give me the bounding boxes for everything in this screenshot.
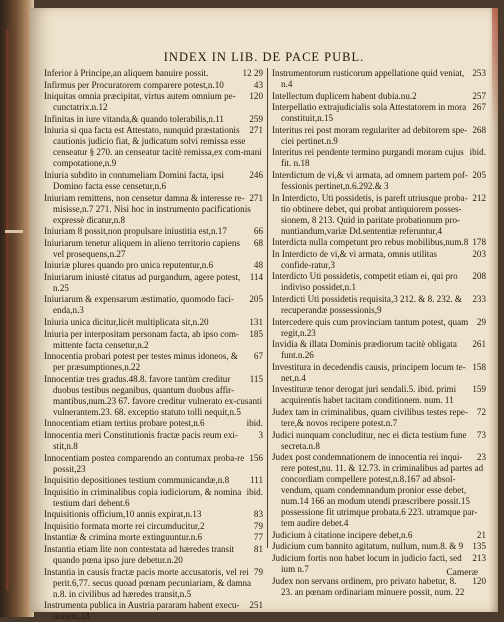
index-entry	[44, 80, 263, 91]
index-entry	[44, 260, 263, 271]
page-reference: 178	[472, 237, 486, 248]
index-entry	[272, 193, 486, 237]
page-reference: 21	[476, 529, 486, 540]
index-entry	[44, 600, 263, 622]
page-reference: 73	[476, 429, 486, 440]
entry-text: Investituræ tenor derogat juri sendali.5. ibid. primi acquirentis habet tacitam conditionem. num. 11	[272, 384, 457, 406]
entry-text: Instrumenta publica in Austria pararam habent execu-tionem,18	[44, 600, 240, 622]
catchword: Cameræ	[446, 568, 478, 578]
index-entry	[272, 530, 486, 541]
page-reference: 233	[472, 293, 486, 304]
entry-text: Judex tam in criminalibus, quam civilibus testes repe-tere,& novos recipere potest.n.7	[272, 406, 468, 428]
entry-text: Iniuriam 8 possit,non propulsare iniustitia est,n.17	[44, 226, 227, 237]
page-reference: 67	[253, 351, 263, 362]
index-entry	[44, 509, 263, 520]
entry-text: Inquisitio formata morte rei circumducitur,2	[44, 520, 205, 531]
entry-text: Inquisitionis officium,10 annis expirat,n.13	[44, 509, 202, 520]
entry-text: Judex post condemnationem de innocentia rei inqui-rere potest,nu. 11. & 12.73. in criminalibus ad partes ad concordiam compellere potest,n.8.167 ad absol-vendum, quam condemnandum pronior esse debet, num.14 166 an modum utendi præscribere possit.15 possessione fit utrimque probata.6 223. utramque par-tem audire debet.4	[272, 452, 484, 529]
entry-text: Iniuria si qua facta est Attestato, nunquid præstationis cautionis judicio fiat, & judicatum solvi remissa esse censeatur § 270. an censeatur tacitè remissa,ex com-mani compotatione,n.9	[44, 125, 262, 169]
entry-text: Innocentiam etiam tertius probare potest,n.6	[44, 418, 205, 429]
entry-text: Interitus rei post moram regulariter ad debitorem spe-ciei pertinet.n.9	[272, 124, 468, 146]
page-reference: 72	[476, 406, 486, 417]
red-page-edge	[492, 8, 498, 128]
index-entry	[44, 521, 263, 532]
index-entry	[44, 294, 263, 316]
index-entry	[272, 170, 486, 192]
index-entry	[44, 453, 263, 475]
entry-text: Iniuriam remittens, non censetur damna & interesse re-misisse,n.7 271. Nisi hoc in instrumento pacificationis expressè dicatur,n.8	[44, 192, 251, 225]
entry-text: Iniuriarum tenetur aliquem in alieno territorio capiens vel prosequens,n.27	[44, 237, 240, 259]
entry-text: Iniuriæ plures quando pro unica reputentur,n.6	[44, 260, 214, 271]
entry-text: Intercedere quis cum provinciam tantum potest, quam regit,n.23	[272, 316, 469, 338]
index-entry	[272, 102, 486, 124]
page-reference: 268	[472, 124, 486, 135]
index-entry	[272, 237, 486, 248]
entry-text: Innocentia probari potest per testes minus idoneos, & per præsumptiones,n.22	[44, 351, 238, 373]
index-entry	[44, 114, 263, 125]
index-entry	[44, 374, 263, 418]
entry-text: Judicium fortis non habet locum in judicio facti, sed ium n.7	[272, 553, 462, 575]
index-entry	[44, 68, 263, 79]
index-entry	[272, 541, 486, 552]
page-reference: 120	[472, 575, 486, 586]
index-entry	[272, 91, 486, 102]
entry-text: Instantiæ & crimina morte extinguuntur.n.6	[44, 532, 203, 543]
page-reference: 12 29	[242, 68, 263, 78]
index-entry	[272, 317, 486, 339]
page-reference: 115	[249, 373, 263, 384]
entry-text: Inquisitio depositiones testium communicandæ,n.8	[44, 475, 230, 486]
page-reference: 114	[249, 271, 263, 282]
page-reference: 23	[476, 452, 486, 463]
page-reference: 120	[249, 91, 263, 102]
entry-text: Instrumentorum rusticorum appellatione quid veniat, n.4	[272, 68, 465, 90]
entry-text: Judici nunquam concluditur, nec ei dicta testium fune secreta.n.8	[272, 429, 467, 451]
page-reference: 185	[249, 328, 263, 339]
index-entry	[44, 544, 263, 566]
index-entry	[44, 430, 263, 452]
index-entry	[272, 452, 486, 529]
entry-text: Innocentiæ tres gradus.48.8. favore tantùm creditur duobus testibus neganibus, quantum duobus affir-mantibus,num.23 67. favore creditur vulnerato ex-cusanti vulnerantem.23. 68. exceptio statuto tolli nequit,n.5	[44, 373, 263, 417]
page-reference: 156	[249, 452, 263, 463]
entry-text: Intellectum duplicem habent dubia.nu.2	[272, 90, 417, 101]
entry-text: In Interdicto, Uti possidetis, is pareft utriusque proba-tio obtinere debet, qui probat antiquiorem posses-sionem, 8 213. Quid in paritate probationum pro-nuntiandum,variæ Dd.sententiæ referuntur,4	[272, 192, 468, 236]
index-entry	[272, 430, 486, 452]
page-reference: 48	[253, 260, 263, 271]
entry-text: Interdicti Uti possidetis requisita,3 212. & 8. 232. & recuperandæ possessionis,9	[272, 293, 462, 315]
index-entry	[272, 339, 486, 361]
index-column-right	[272, 68, 486, 598]
index-entry	[44, 418, 263, 429]
index-entry	[44, 329, 263, 351]
page-reference: 251	[249, 600, 263, 611]
index-entry	[272, 407, 486, 429]
index-entry	[272, 294, 486, 316]
page-reference: 43	[253, 79, 263, 90]
index-entry	[44, 475, 263, 486]
page-reference: 267	[472, 102, 486, 113]
page-reference: 79	[253, 520, 263, 531]
index-entry	[44, 125, 263, 169]
index-entry	[272, 362, 486, 384]
entry-text: Interpellatio extrajudicialis sola Attestatorem in mora constituit,n.15	[272, 102, 467, 124]
running-header: INDEX IN LIB. DE PACE PUBL.	[163, 50, 365, 64]
page-reference: 205	[472, 169, 486, 180]
page-reference: 135	[472, 541, 486, 552]
page-reference: 271	[249, 125, 263, 136]
index-entry	[44, 272, 263, 294]
page-reference: 259	[249, 113, 263, 124]
entry-text: Judicium cum bannito agitatum, nullum, num.8. & 9	[272, 541, 464, 552]
page-reference: 3	[258, 430, 263, 440]
page-reference: 208	[472, 271, 486, 282]
entry-text: Iniuria subdito in contumeliam Domini facta, ipsi Domino facta esse censetur,n.6	[44, 169, 225, 191]
entry-text: Iniuriarum iniustè citatus ad purgandum, agere potest, n.25	[44, 271, 241, 293]
entry-text: Invidia & illata Dominis prædiorum tacitè obligata funt.n.26	[272, 339, 457, 361]
entry-text: Iniuria unica dicitur,licèt multiplicata sit,n.20	[44, 317, 209, 328]
page-reference: 159	[472, 384, 486, 395]
entry-text: Interitus rei pendente termino purgandi moram cujus fit. n.18	[272, 147, 464, 169]
page-reference: ibid.	[469, 147, 486, 158]
entry-text: Interdictum de vi,& vi armata, ad omnem partem pof-fessionis pertinet,n.6.292.& 3	[272, 169, 468, 191]
index-entry	[44, 193, 263, 226]
entry-text: Inquisitio in criminalibus copia iudiciorum, & nomina testium dari debent.6	[44, 486, 242, 508]
page-reference: 131	[249, 317, 263, 328]
index-entry	[272, 576, 486, 598]
entry-text: Judicium à citatione incipere debet,n.6	[272, 529, 413, 540]
page-reference: 79	[253, 566, 263, 577]
page-reference: 213	[472, 553, 486, 564]
entry-text: Infirmus per Procuratorem comparere potest,n.10	[44, 79, 224, 90]
index-entry	[44, 317, 263, 328]
book-binding-edge	[0, 0, 34, 617]
page-reference: 111	[250, 475, 263, 486]
book-page	[30, 8, 498, 622]
entry-text: In Interdicto de vi,& vi armata, omnis utilitas confide-ratur,3	[272, 248, 437, 270]
index-entry	[44, 567, 263, 600]
page-reference: ibid.	[246, 418, 263, 429]
binding-ridge	[6, 30, 9, 590]
page-reference: 203	[472, 248, 486, 259]
entry-text: Instantia in causis fractæ pacis morte accusatoris, vel rei perit.6,77. secus quoad pœnam pecuniariam, & damna n.8. in civilibus ad hæredes transit,n.5	[44, 566, 251, 599]
page-reference: 271	[249, 192, 263, 203]
page-reference: 246	[249, 169, 263, 180]
page-reference: 158	[472, 361, 486, 372]
index-entry	[44, 487, 263, 509]
entry-text: Judex non servans ordinem, pro privato habetur, 8. 23. an pœnam ordinariam minuere possit, num. 22	[272, 575, 465, 597]
index-entry	[44, 170, 263, 192]
index-entry	[44, 351, 263, 373]
index-entry	[272, 249, 486, 271]
page-reference: 257	[472, 90, 486, 101]
entry-text: Investitura in decedendis causis, principem locum te-net,n.4	[272, 361, 466, 383]
page-reference: 83	[253, 509, 263, 520]
index-entry	[272, 147, 486, 169]
binding-clasp	[5, 230, 23, 233]
index-entry	[44, 226, 263, 237]
page-reference: 77	[253, 532, 263, 543]
entry-text: Inferior à Principe,an aliquem banuire possit.	[44, 68, 209, 78]
index-entry	[272, 68, 486, 90]
entry-text: Iniquitas omnia præcipitat, virtus autem omnium pe-cunctatrix.n.12	[44, 91, 236, 113]
page-reference: 261	[472, 339, 486, 350]
index-entry	[44, 91, 263, 113]
page-reference: 212	[472, 192, 486, 203]
entry-text: Iniuriarum & expensarum æstimatio, quomodo faci-enda,n.3	[44, 294, 234, 316]
entry-text: Interdicto Uti possidetis, competit etiam ei, qui pro indiviso possidet,n.1	[272, 271, 458, 293]
page-reference: 29	[476, 316, 486, 327]
entry-text: Innocentia meri Constitutionis fractæ pacis reum exi-stit,n.8	[44, 430, 238, 452]
index-entry	[272, 125, 486, 147]
page-reference: 253	[472, 68, 486, 78]
index-entry	[272, 384, 486, 406]
page-reference: 205	[249, 294, 263, 305]
page-reference: ibid.	[246, 486, 263, 497]
index-entry	[44, 238, 263, 260]
page-reference: 81	[253, 543, 263, 554]
entry-text: Infinitas in iure vitanda,& quando tolerabilis,n.11	[44, 113, 224, 124]
index-entry	[44, 532, 263, 543]
entry-text: Innocentiam postea comparendo an contumax proba-re possit,23	[44, 452, 245, 474]
page-reference: 68	[253, 237, 263, 248]
entry-text: Interdicta nulla competunt pro rebus mobilibus,num.8	[272, 237, 469, 248]
page-reference: 66	[253, 226, 263, 237]
entry-text: Iniuria per interpositam personam facta, ab ipso com-mittente facta censetur,n.2	[44, 328, 239, 350]
entry-text: Instantia etiam lite non contestata ad hæredes transit quando pœna ipso jure debetur.n.20	[44, 543, 235, 566]
index-column-left	[44, 68, 268, 622]
index-entry	[272, 271, 486, 293]
